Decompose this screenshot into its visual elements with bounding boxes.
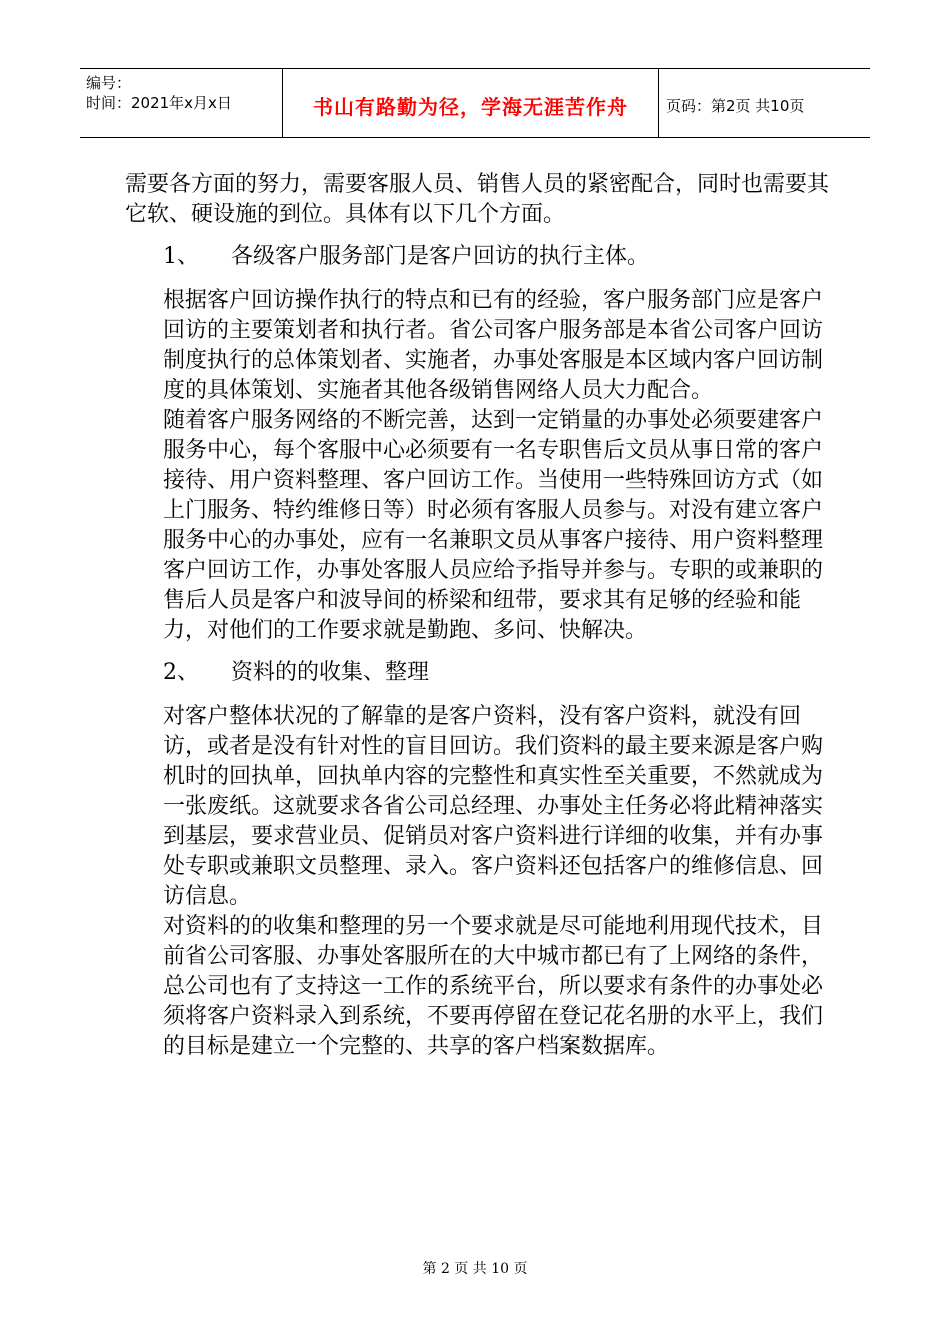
section-1-title: 各级客户服务部门是客户回访的执行主体。	[231, 244, 650, 269]
page-header	[80, 68, 870, 138]
document-body	[125, 170, 830, 1062]
section-1-paragraph: 随着客户服务网络的不断完善，达到一定销量的办事处必须要建客户服务中心，每个客服中心必须要有一名专职售后文员从事日常的客户接待、用户资料整理、客户回访工作。当使用一些特殊回访方式（如上门服务、特约维修日等）时必须有客服人员参与。对没有建立客户服务中心的办事处，应有一名兼职文员从事客户接待、用户资料整理客户回访工作，办事处客服人员应给予指导并参与。专职的或兼职的售后人员是客户和波导间的桥梁和纽带，要求其有足够的经验和能力，对他们的工作要求就是勤跑、多问、快解决。	[163, 408, 824, 643]
page-footer: 第 2 页 共 10 页	[422, 1261, 528, 1277]
document-time-label: 时间：2021年x月x日	[86, 94, 232, 112]
header-page-info-cell	[659, 69, 870, 137]
section-1-paragraph: 根据客户回访操作执行的特点和已有的经验，客户服务部门应是客户回访的主要策划者和执行者。省公司客户服务部是本省公司客户回访制度执行的总体策划者、实施者，办事处客服是本区域内客户回访制度的具体策划、实施者其他各级销售网络人员大力配合。	[163, 288, 824, 403]
document-number-label: 编号：	[86, 74, 132, 92]
header-meta	[80, 69, 283, 137]
intro-paragraph: 需要各方面的努力，需要客服人员、销售人员的紧密配合，同时也需要其它软、硬设施的到位。具体有以下几个方面。	[125, 172, 830, 227]
section-2-paragraph: 对客户整体状况的了解靠的是客户资料，没有客户资料，就没有回访，或者是没有针对性的盲目回访。我们资料的最主要来源是客户购机时的回执单，回执单内容的完整性和真实性至关重要，不然就成为一张废纸。这就要求各省公司总经理、办事处主任务必将此精神落实到基层，要求营业员、促销员对客户资料进行详细的收集，并有办事处专职或兼职文员整理、录入。客户资料还包括客户的维修信息、回访信息。	[163, 704, 824, 909]
section-2-paragraph: 对资料的的收集和整理的另一个要求就是尽可能地利用现代技术，目前省公司客服、办事处客服所在的大中城市都已有了上网络的条件，总公司也有了支持这一工作的系统平台，所以要求有条件的办事处必须将客户资料录入到系统，不要再停留在登记花名册的水平上，我们的目标是建立一个完整的、共享的客户档案数据库。	[163, 914, 824, 1059]
section-2-title: 资料的的收集、整理	[231, 660, 430, 685]
section-2-heading	[125, 658, 830, 688]
header-motto: 书山有路勤为径，学海无涯苦作舟	[313, 94, 628, 119]
header-motto-cell	[283, 69, 659, 137]
section-1-heading	[125, 242, 830, 272]
header-page-info: 页码：第2页 共10页	[666, 96, 805, 115]
section-2-number: 2、	[163, 660, 199, 685]
section-1-number: 1、	[163, 244, 199, 269]
